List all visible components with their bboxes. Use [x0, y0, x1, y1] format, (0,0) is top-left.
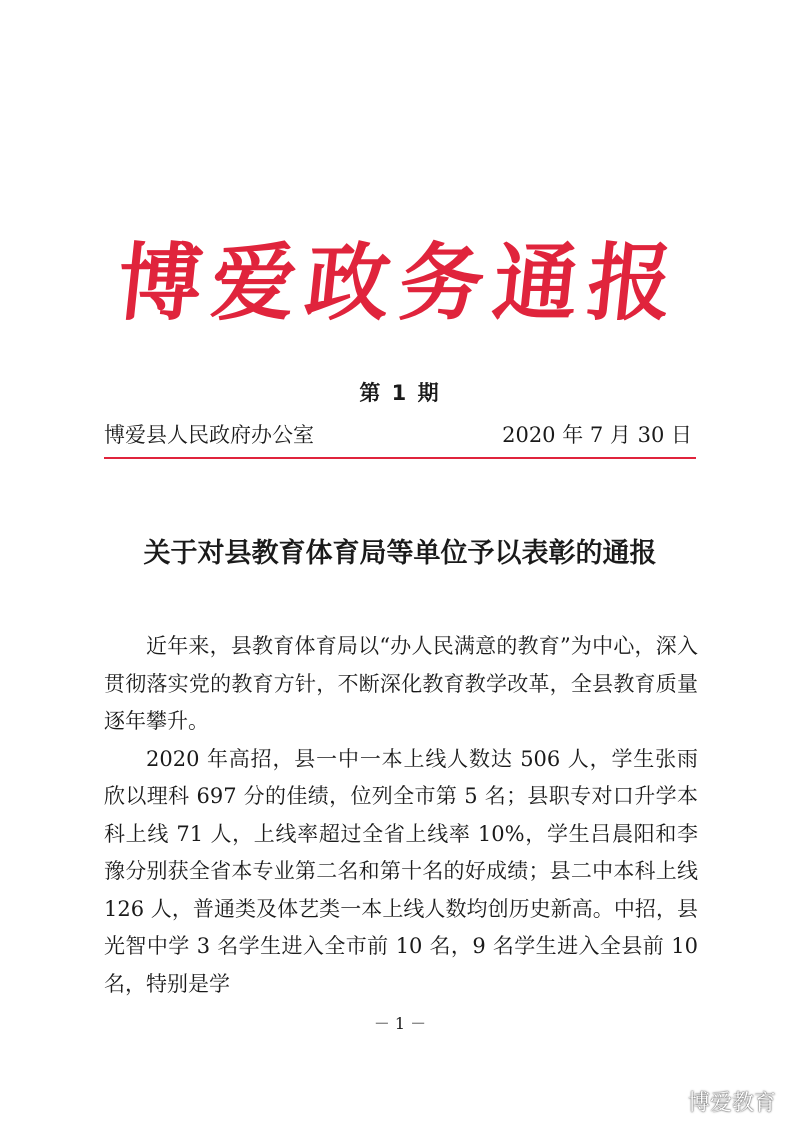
masthead-title: 博爱政务通报 — [112, 234, 688, 332]
paragraph: 2020 年高招，县一中一本上线人数达 506 人，学生张雨欣以理科 697 分的佳绩，位列全市第 5 名；县职专对口升学本科上线 71 人，上线率超过全省上线率 10%，学生吕晨阳和李豫分别获全省本专业第二名和第十名的好成绩；县二中本科上线 126 人，普通类及体艺类一本上线人数均创历史新高。中招，县光智中学 3 名学生进入全市前 10 名，9 名学生进入全县前 10 名，特别是学 — [104, 746, 698, 996]
issue-number: 第 1 期 — [359, 381, 441, 405]
paragraph: 近年来，县教育体育局以“办人民满意的教育”为中心，深入贯彻落实党的教育方针，不断深化教育教学改革，全县教育质量逐年攀升。 — [104, 634, 698, 733]
watermark-text: 博爱教育 — [687, 1091, 776, 1116]
wechat-icon — [650, 1089, 680, 1115]
issuing-office: 博爱县人民政府办公室 — [104, 423, 314, 447]
document-title: 关于对县教育体育局等单位予以表彰的通报 — [143, 538, 657, 569]
page-number: － 1 － — [373, 1014, 427, 1033]
document-body — [104, 628, 698, 1003]
red-divider-line — [104, 457, 696, 459]
watermark — [650, 1086, 776, 1117]
issue-date: 2020 年 7 月 30 日 — [502, 423, 692, 447]
